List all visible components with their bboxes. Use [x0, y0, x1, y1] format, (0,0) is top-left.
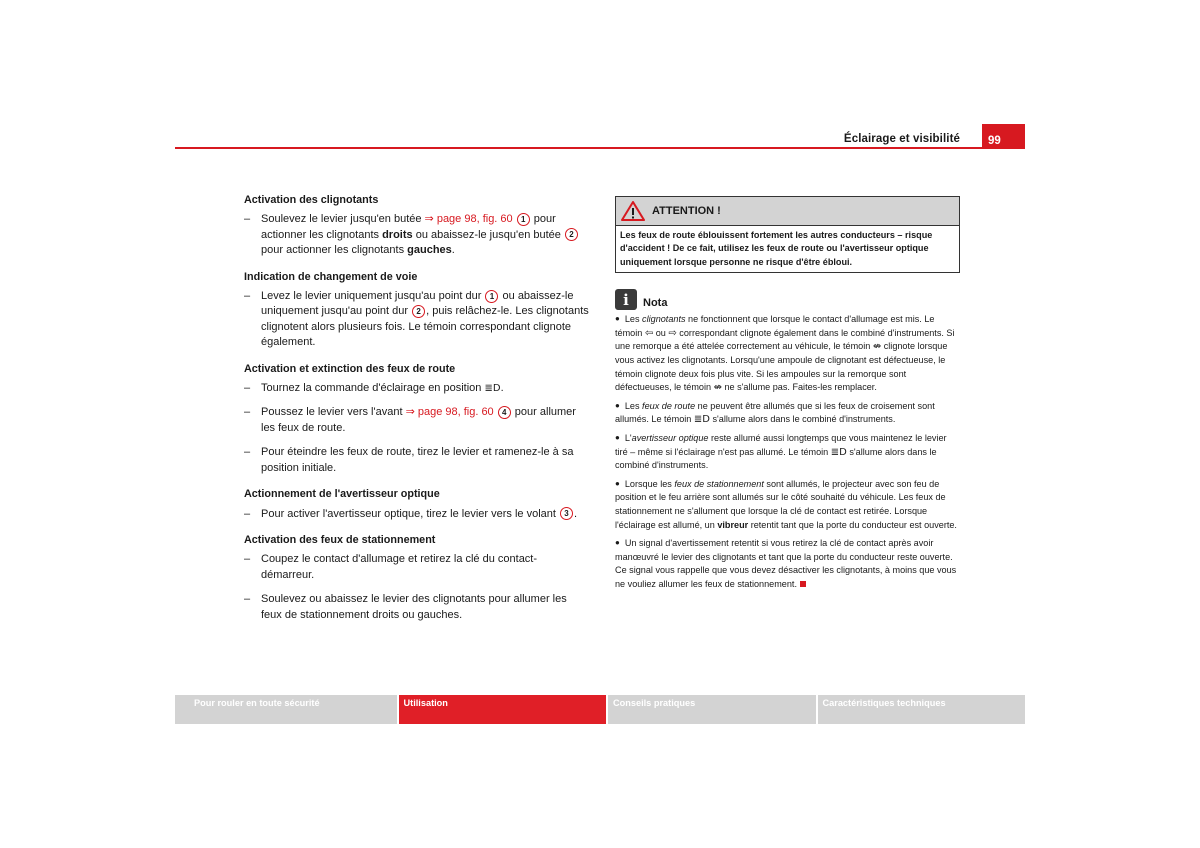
nota-header: [615, 288, 960, 310]
turn-signal-pair-icon: ⇎: [713, 382, 722, 394]
high-beam-icon: ≣D: [484, 383, 501, 395]
italic-text: clignotants: [642, 314, 686, 325]
callout-number: 4: [498, 406, 511, 419]
dash: –: [244, 382, 251, 395]
bullet: ●: [615, 478, 620, 488]
tab-conseils-pratiques[interactable]: Conseils pratiques: [608, 695, 816, 724]
bullet: ●: [615, 538, 620, 548]
nota-paragraph: [615, 478, 960, 532]
bullet: ●: [615, 314, 620, 324]
text: pour actionner les clignotants: [261, 244, 408, 257]
text: reste allumé aussi longtemps que vous maintenez le levier tiré – même si l'éclairage n'est pas allumé. Le témoin: [615, 432, 947, 457]
text: Tournez la commande d'éclairage en position: [261, 382, 485, 395]
attention-text: Les feux de route éblouissent fortement les autres conducteurs – risque d'accident ! De ce fait, utilisez les feux de route ou l'avertisseur optique uniquement lorsque personne ne risque d'être ébloui.: [620, 230, 933, 267]
text: pour allumer les feux de route.: [261, 406, 576, 434]
footer-tabs: [175, 695, 1025, 724]
section-title: Indication de changement de voie: [244, 270, 418, 283]
high-beam-icon: ≣D: [693, 414, 710, 426]
bold-text: gauches: [407, 244, 452, 257]
attention-header: [616, 197, 959, 226]
callout-number: 3: [560, 507, 573, 520]
dash: –: [244, 213, 251, 226]
text: Un signal d'avertissement retentit si vous retirez la clé de contact après avoir manœuvré le levier des clignotants et tant que la porte du conducteur reste ouverte. Ce signal vous rappelle que vous devez désactiver les clignotants, à moins que vous ne vouliez allumer les feux de stationnement.: [615, 538, 957, 589]
text: ne fonctionnent que lorsque le contact d'allumage est mis. Le témoin: [615, 314, 935, 338]
tab-utilisation[interactable]: Utilisation: [399, 695, 607, 724]
left-arrow-icon: ⇦: [644, 327, 654, 339]
nota-label: Nota: [643, 297, 668, 310]
italic-text: feux de stationnement: [674, 478, 764, 489]
dash: –: [244, 446, 251, 459]
italic-text: feux de route: [642, 400, 696, 411]
text: Les: [624, 314, 643, 325]
text: retentit tant que la porte du conducteur est ouverte.: [748, 519, 957, 530]
text: ne peuvent être allumés que si les feux de croisement sont allumés. Le témoin: [615, 400, 935, 425]
text: .: [500, 382, 504, 395]
page-number: 99: [982, 124, 1025, 149]
text: Pour éteindre les feux de route, tirez le levier et ramenez-le à sa position initiale.: [261, 446, 574, 474]
section-title: Activation et extinction des feux de route: [244, 362, 456, 375]
text: Poussez le levier vers l'avant: [261, 406, 406, 419]
dash: –: [244, 290, 251, 303]
text: clignote lorsque vous activez les clignotants. Lorsqu'une ampoule de clignotant est défectueuse, le témoin clignote deux fois plus vite. Si les ampoules sur la remorque sont défectueuses, le témoin: [615, 341, 948, 393]
nota-paragraph: [615, 537, 960, 591]
callout-number: 1: [485, 290, 498, 303]
running-header-title: Éclairage et visibilité: [843, 133, 960, 145]
text: .: [451, 244, 455, 257]
section-turn-signals: [244, 193, 590, 259]
text: ou abaissez-le jusqu'en butée: [412, 228, 564, 241]
callout-number: 2: [412, 305, 425, 318]
high-beam-icon: ≣D: [830, 446, 847, 458]
info-icon: i: [615, 289, 637, 310]
text: ou abaissez-le uniquement jusqu'au point dur: [261, 290, 574, 318]
bold-text: droits: [382, 228, 413, 241]
nota-paragraph: [615, 400, 960, 427]
left-column: [244, 193, 590, 634]
page-reference-link[interactable]: ⇒ page 98, fig. 60: [405, 406, 494, 419]
right-column: [615, 196, 960, 597]
right-arrow-icon: ⇨: [668, 327, 677, 339]
tab-caracteristiques-techniques[interactable]: Caractéristiques techniques: [818, 695, 1026, 724]
bold-text: vibreur: [717, 519, 749, 530]
callout-number: 1: [517, 213, 530, 226]
italic-text: avertisseur optique: [631, 432, 709, 443]
section-end-marker: [800, 581, 806, 587]
list-item: [244, 381, 590, 396]
text: Soulevez le levier jusqu'en butée: [261, 213, 425, 226]
text: Soulevez ou abaissez le levier des clignotants pour allumer les feux de stationnement droits ou gauches.: [261, 593, 567, 621]
text: ne s'allume pas. Faites-les remplacer.: [721, 382, 877, 393]
text: Les: [624, 400, 643, 411]
section-lane-change: [244, 270, 590, 351]
list-item: [244, 507, 590, 522]
attention-label: ATTENTION !: [652, 205, 721, 217]
bullet: ●: [615, 432, 620, 442]
text: , puis relâchez-le. Les clignotants clignotent alors plusieurs fois. Le témoin correspondant clignote également.: [261, 305, 589, 349]
tab-pour-rouler[interactable]: Pour rouler en toute sécurité: [175, 695, 397, 724]
section-title: Activation des feux de stationnement: [244, 533, 436, 546]
list-item: [244, 405, 590, 436]
attention-box: [615, 196, 960, 273]
section-title: Actionnement de l'avertisseur optique: [244, 488, 440, 501]
section-headlight-flasher: [244, 487, 590, 522]
text: pour actionner les clignotants: [261, 213, 556, 241]
text: Coupez le contact d'allumage et retirez la clé du contact-démarreur.: [261, 553, 538, 581]
list-item: [244, 289, 590, 351]
nota-paragraph: [615, 432, 960, 473]
callout-number: 2: [565, 228, 578, 241]
list-item: [244, 212, 590, 258]
turn-signal-pair-icon: ⇎: [872, 341, 882, 353]
list-item: [244, 592, 590, 623]
nota-body: [615, 313, 960, 591]
bullet: ●: [615, 400, 620, 410]
section-high-beam: [244, 362, 590, 476]
dash: –: [244, 553, 251, 566]
dash: –: [244, 406, 251, 419]
section-title: Activation des clignotants: [244, 194, 379, 206]
text: correspondant clignote également dans le combiné d'instruments. Si une remorque a été attelée correctement au véhicule, le témoin: [615, 327, 955, 352]
text: Levez le levier uniquement jusqu'au point dur: [261, 290, 485, 303]
text: ou: [653, 327, 669, 338]
text: s'allume alors dans le combiné d'instruments.: [709, 414, 896, 425]
list-item: [244, 445, 590, 476]
text: Lorsque les: [624, 478, 675, 489]
text: L': [624, 432, 632, 443]
header-rule: [175, 147, 1025, 149]
warning-triangle-icon: [620, 200, 646, 222]
dash: –: [244, 593, 251, 606]
text: .: [574, 507, 578, 520]
nota-paragraph: [615, 313, 960, 395]
list-item: [244, 552, 590, 583]
text: sont allumés, le projecteur avec son feu de position et le feu arrière sont allumés sur le côté souhaité du véhicule. Les feux de stationnement ne s'allument que lorsque la clé de contact est retirée. Lorsque l'éclairage est allumé, un: [615, 478, 946, 530]
section-parking-lights: [244, 533, 590, 623]
text: Pour activer l'avertisseur optique, tirez le levier vers le volant: [261, 507, 560, 520]
text: s'allume alors dans le combiné d'instruments.: [615, 446, 937, 471]
page-reference-link[interactable]: ⇒ page 98, fig. 60: [424, 213, 513, 226]
dash: –: [244, 507, 251, 520]
